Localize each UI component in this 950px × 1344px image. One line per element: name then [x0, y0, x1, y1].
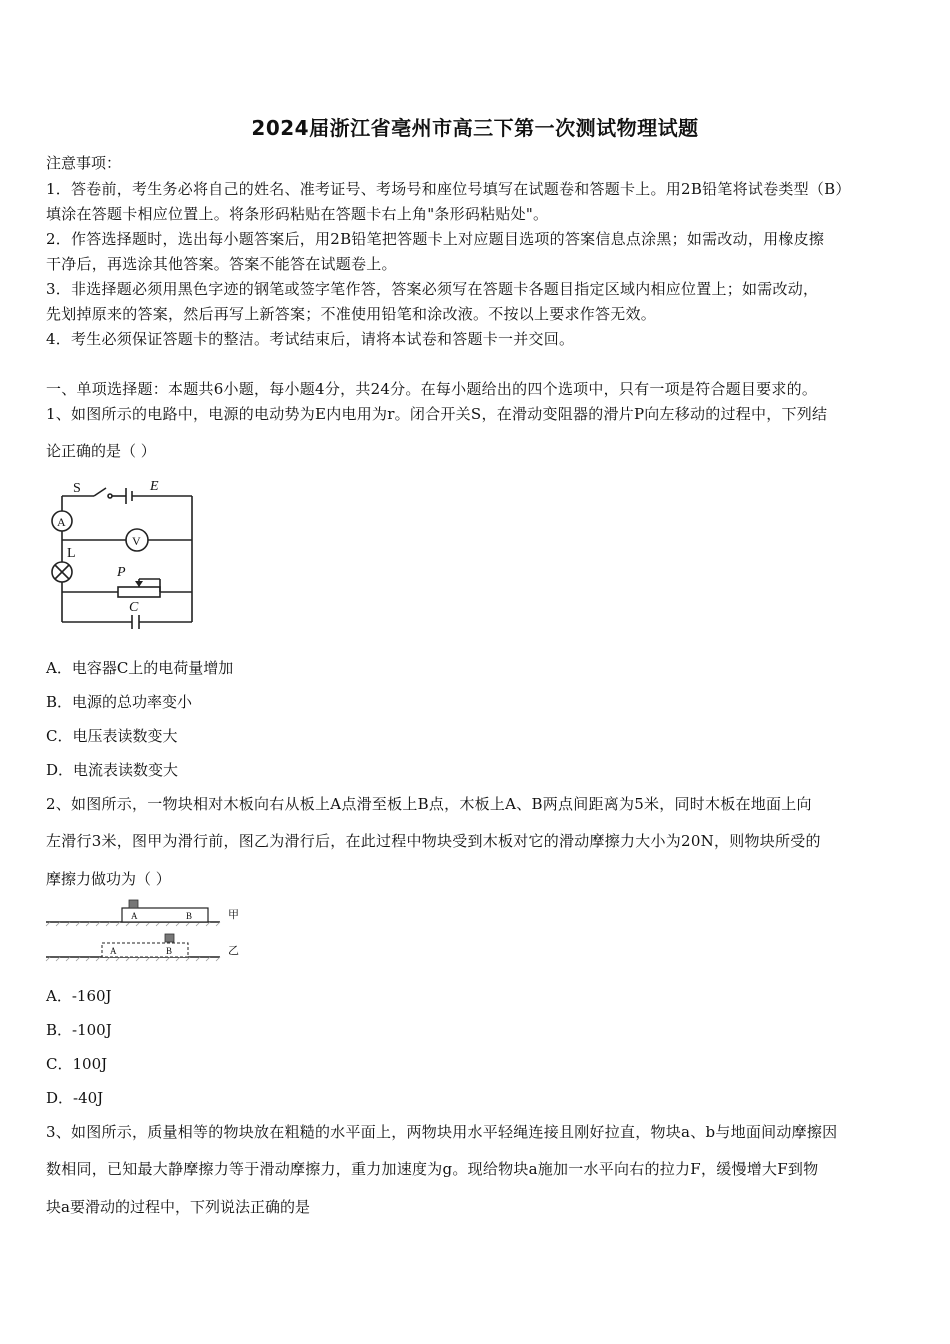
capacitor-label: C [129, 600, 139, 615]
board-point-b-top: B [186, 911, 193, 921]
q1-option-c: C．电压表读数变大 [46, 727, 178, 745]
slider-label: P [117, 565, 126, 580]
q1-option-b: B．电源的总功率变小 [46, 693, 193, 711]
figure-label-yi: 乙 [228, 944, 239, 957]
figure-label-jia: 甲 [228, 908, 239, 921]
notice-line-5: 3．非选择题必须用黑色字迹的钢笔或签字笔作答，答案必须写在答题卡各题目指定区域内相应位置上；如需改动， [46, 280, 819, 298]
notice-line-4: 干净后，再选涂其他答案。答案不能答在试题卷上。 [46, 255, 397, 273]
notice-line-6: 先划掉原来的答案，然后再写上新答案；不准使用铅笔和涂改液。不按以上要求作答无效。 [46, 305, 657, 323]
notice-line-1: 1．答卷前，考生务必将自己的姓名、准考证号、考场号和座位号填写在试题卷和答题卡上。用2B铅笔将试卷类型（B） [46, 180, 851, 198]
q2-option-b: B．-100J [46, 1021, 112, 1039]
switch-label: S [73, 481, 81, 496]
q2-board-diagram [44, 898, 244, 962]
notice-heading: 注意事项： [46, 154, 122, 172]
q1-circuit-diagram [44, 472, 204, 634]
board-point-b-bottom: B [166, 946, 173, 956]
notice-line-7: 4．考生必须保证答题卡的整洁。考试结束后，请将本试卷和答题卡一并交回。 [46, 330, 575, 348]
notice-line-2: 填涂在答题卡相应位置上。将条形码粘贴在答题卡右上角"条形码粘贴处"。 [46, 205, 549, 223]
q3-stem-line-3: 块a要滑动的过程中，下列说法正确的是 [46, 1198, 310, 1216]
q1-option-a: A．电容器C上的电荷量增加 [46, 659, 234, 677]
notice-line-3: 2．作答选择题时，选出每小题答案后，用2B铅笔把答题卡上对应题目选项的答案信息点涂黑；如需改动，用橡皮擦 [46, 230, 825, 248]
q2-stem-line-3: 摩擦力做功为（ ） [46, 870, 171, 888]
q1-stem-line-1: 1、如图所示的电路中，电源的电动势为E内电用为r。闭合开关S，在滑动变阻器的滑片P向左移动的过程中，下列结 [46, 405, 828, 423]
q2-option-d: D．-40J [46, 1089, 104, 1107]
emf-label: E [150, 479, 159, 494]
exam-title: 2024届浙江省亳州市高三下第一次测试物理试题 [251, 116, 699, 140]
q3-stem-line-1: 3、如图所示，质量相等的物块放在粗糙的水平面上，两物块用水平轻绳连接且刚好拉直，物块a、b与地面间动摩擦因 [46, 1123, 838, 1141]
voltmeter-label: V [132, 534, 141, 548]
q2-option-c: C．100J [46, 1055, 108, 1073]
lamp-label: L [67, 546, 76, 561]
q1-option-d: D．电流表读数变大 [46, 761, 179, 779]
q2-option-a: A．-160J [46, 987, 112, 1005]
q1-stem-line-2: 论正确的是（ ） [46, 442, 156, 460]
board-point-a-top: A [131, 911, 138, 921]
q2-stem-line-2: 左滑行3米，图甲为滑行前，图乙为滑行后，在此过程中物块受到木板对它的滑动摩擦力大小为20N，则物块所受的 [46, 832, 821, 850]
section-heading: 一、单项选择题：本题共6小题，每小题4分，共24分。在每小题给出的四个选项中，只有一项是符合题目要求的。 [46, 380, 818, 398]
board-point-a-bottom: A [110, 946, 117, 956]
q2-stem-line-1: 2、如图所示，一物块相对木板向右从板上A点滑至板上B点，木板上A、B两点间距离为5米，同时木板在地面上向 [46, 795, 812, 813]
ammeter-label: A [57, 515, 66, 529]
q3-stem-line-2: 数相同，已知最大静摩擦力等于滑动摩擦力，重力加速度为g。现给物块a施加一水平向右的拉力F，缓慢增大F到物 [46, 1160, 819, 1178]
